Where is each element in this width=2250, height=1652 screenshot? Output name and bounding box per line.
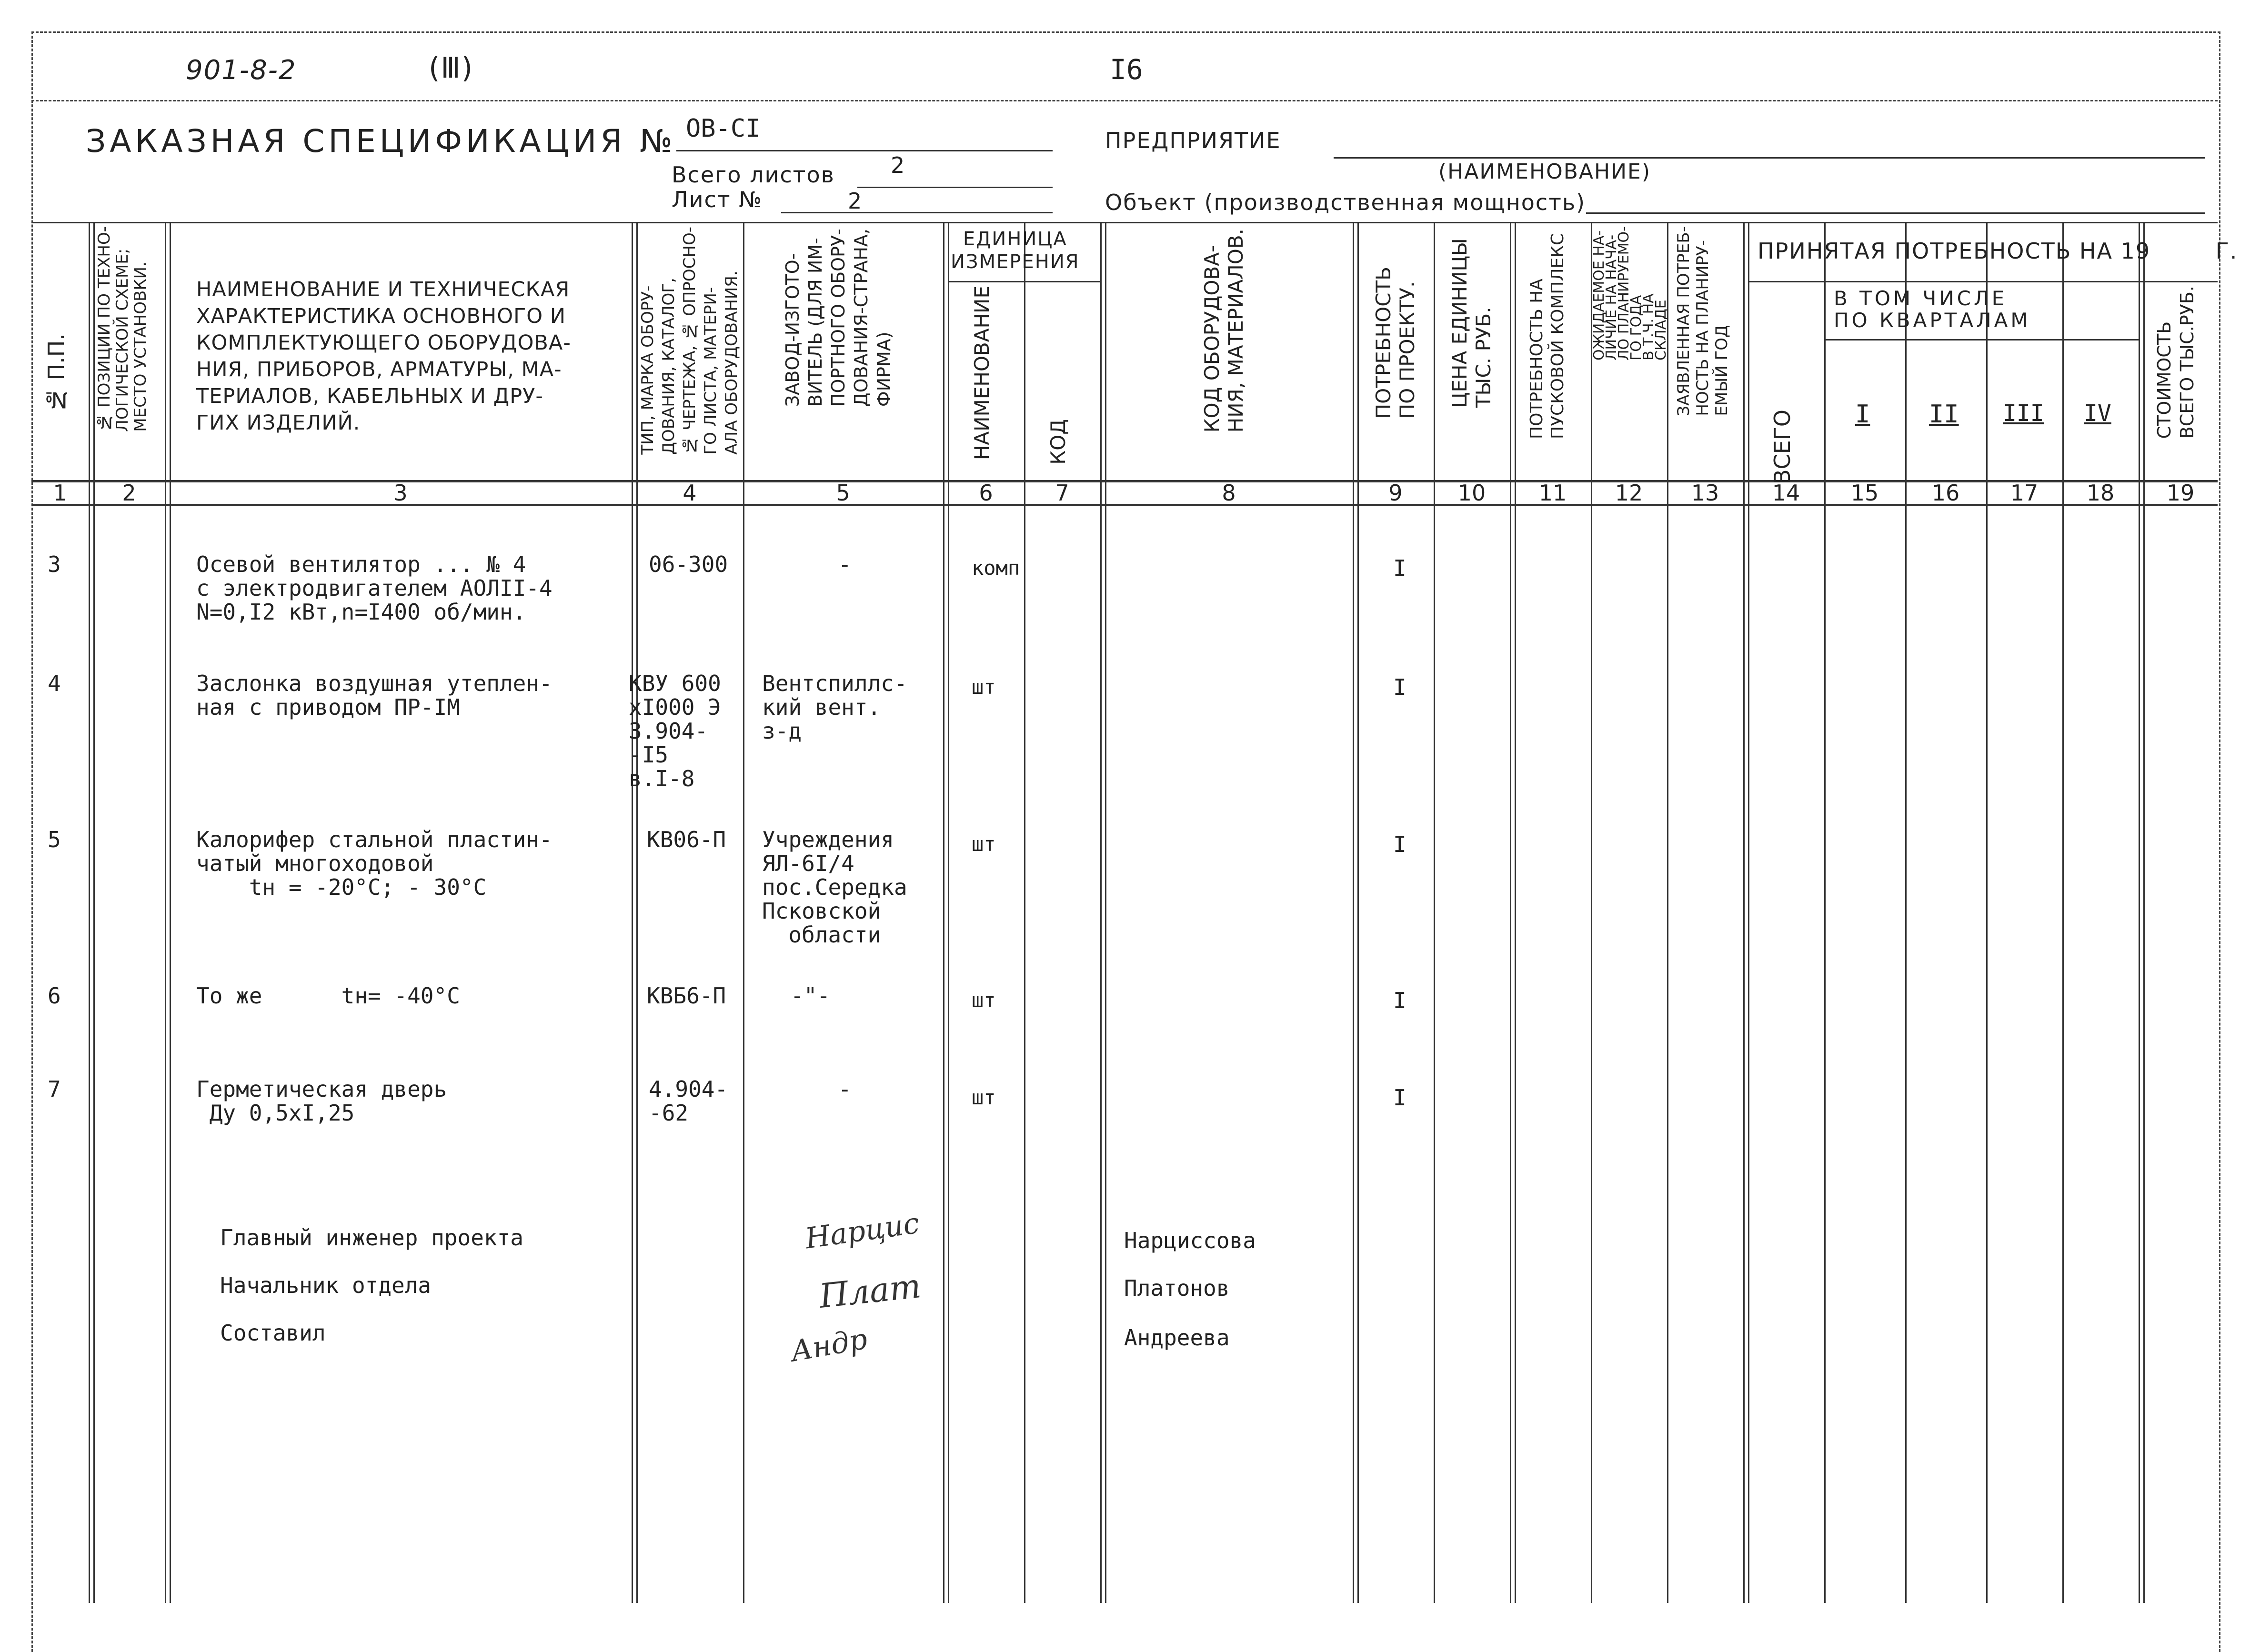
accepted-year-suffix: Г. bbox=[2215, 238, 2238, 264]
colnum-3: 3 bbox=[393, 480, 408, 506]
colnum-11: 11 bbox=[1538, 480, 1567, 506]
col-19-header: СТОИМОСТЬ ВСЕГО ТЫС.РУБ. bbox=[2154, 286, 2198, 439]
signature-2: Плат bbox=[817, 1266, 923, 1316]
quarters-group-header: В ТОМ ЧИСЛЕ ПО КВАРТАЛАМ bbox=[1834, 287, 2031, 332]
colnum-4: 4 bbox=[683, 480, 697, 506]
col-4-header: ТИП, МАРКА ОБОРУ- ДОВАНИЯ, КАТАЛОГ, № ЧЕРТЕЖА, № ОПРОСНО- ГО ЛИСТА, МАТЕРИ- АЛА ОБОРУДОВАНИЯ. bbox=[638, 227, 741, 455]
row-1-type: 06-300 bbox=[649, 551, 728, 577]
col-8-header: КОД ОБОРУДОВА- НИЯ, МАТЕРИАЛОВ. bbox=[1200, 229, 1247, 433]
colnum-13: 13 bbox=[1691, 480, 1719, 506]
col-13-header: ЗАЯВЛЕННАЯ ПОТРЕБ- НОСТЬ НА ПЛАНИРУ- ЕМЫЙ ГОД bbox=[1674, 226, 1731, 416]
sign-name-3: Андреева bbox=[1124, 1325, 1230, 1351]
colnum-8: 8 bbox=[1222, 480, 1236, 506]
col-1-header: № П.П. bbox=[43, 333, 69, 413]
enterprise-caption: (НАИМЕНОВАНИЕ) bbox=[1438, 160, 1651, 184]
row-5-need: I bbox=[1393, 1085, 1406, 1111]
sign-role-3: Составил bbox=[220, 1320, 326, 1346]
row-2-need: I bbox=[1393, 674, 1406, 700]
colnum-1: 1 bbox=[53, 480, 67, 506]
sign-role-2: Начальник отдела bbox=[220, 1272, 432, 1298]
spec-number: ОВ-СI bbox=[686, 114, 761, 143]
row-5-num: 7 bbox=[48, 1076, 61, 1102]
header-divider bbox=[31, 100, 2218, 101]
row-5-maker: - bbox=[838, 1076, 852, 1102]
colnum-19: 19 bbox=[2166, 480, 2195, 506]
row-2-num: 4 bbox=[48, 671, 61, 696]
sign-role-1: Главный инженер проекта bbox=[220, 1225, 523, 1251]
row-3-type: КВ06-П bbox=[647, 827, 726, 852]
colnum-6: 6 bbox=[979, 480, 993, 506]
colnum-18: 18 bbox=[2086, 480, 2115, 506]
col-15-header: I bbox=[1855, 400, 1870, 429]
col-5-header: ЗАВОД-ИЗГОТО- ВИТЕЛЬ (ДЛЯ ИМ- ПОРТНОГО ОБОРУ- ДОВАНИЯ-СТРАНА, ФИРМА) bbox=[782, 229, 894, 407]
col-16-header: II bbox=[1929, 400, 1959, 429]
col-17-header: III bbox=[2003, 400, 2044, 427]
row-4-num: 6 bbox=[48, 983, 61, 1009]
row-3-unit: шт bbox=[972, 832, 996, 856]
row-2-maker: Вентспиллс- кий вент. з-д bbox=[762, 671, 907, 744]
row-4-name: То же tн= -40°С bbox=[196, 983, 460, 1009]
row-2-name: Заслонка воздушная утеплен- ная с приводом ПР-IМ bbox=[196, 671, 552, 720]
total-sheets-value: 2 bbox=[891, 152, 906, 178]
row-2-unit: шт bbox=[972, 675, 996, 699]
page-number: I6 bbox=[1110, 53, 1143, 86]
col-2-header: № ПОЗИЦИИ ПО ТЕХНО- ЛОГИЧЕСКОЙ СХЕМЕ; МЕСТО УСТАНОВКИ. bbox=[95, 226, 150, 432]
colnum-2: 2 bbox=[122, 480, 136, 506]
col-6-header: НАИМЕНОВАНИЕ bbox=[970, 286, 994, 461]
col-3-header: НАИМЕНОВАНИЕ И ТЕХНИЧЕСКАЯ ХАРАКТЕРИСТИКА ОСНОВНОГО И КОМПЛЕКТУЮЩЕГО ОБОРУДОВА- НИЯ, ПРИБОРОВ, АРМАТУРЫ, МА- ТЕРИАЛОВ, КАБЕЛЬНЫХ И ДРУ- ГИХ ИЗДЕЛИЙ. bbox=[196, 278, 571, 435]
accepted-group-label: ПРИНЯТАЯ ПОТРЕБНОСТЬ НА 19 bbox=[1758, 238, 2151, 264]
signature-1: Нарцис bbox=[803, 1206, 922, 1256]
enterprise-label: ПРЕДПРИЯТИЕ bbox=[1105, 128, 1281, 153]
row-5-type: 4.904- -62 bbox=[649, 1076, 728, 1126]
row-1-unit: комп bbox=[972, 556, 1020, 580]
object-label: Объект (производственная мощность) bbox=[1105, 190, 1586, 215]
volume-mark: (Ⅲ) bbox=[429, 51, 474, 85]
signature-3: Андр bbox=[788, 1322, 870, 1369]
spec-title: ЗАКАЗНАЯ СПЕЦИФИКАЦИЯ № bbox=[86, 123, 676, 160]
sheet-label: Лист № bbox=[672, 187, 763, 212]
row-5-name: Герметическая дверь Ду 0,5хI,25 bbox=[196, 1076, 447, 1126]
colnum-17: 17 bbox=[2010, 480, 2039, 506]
colnum-14: 14 bbox=[1772, 480, 1800, 506]
row-1-maker: - bbox=[838, 551, 852, 577]
colnum-12: 12 bbox=[1615, 480, 1643, 506]
row-1-num: 3 bbox=[48, 551, 61, 577]
table-top-border bbox=[31, 222, 2218, 223]
col-9-header: ПОТРЕБНОСТЬ ПО ПРОЕКТУ. bbox=[1372, 267, 1419, 419]
col-11-header: ПОТРЕБНОСТЬ НА ПУСКОВОЙ КОМПЛЕКС bbox=[1527, 233, 1567, 439]
total-sheets-label: Всего листов bbox=[672, 162, 835, 188]
row-4-need: I bbox=[1393, 988, 1406, 1013]
row-1-need: I bbox=[1393, 555, 1406, 581]
col-7-header: КОД bbox=[1046, 419, 1070, 465]
sheet-value: 2 bbox=[848, 188, 863, 214]
row-4-unit: шт bbox=[972, 989, 996, 1012]
accepted-group-header bbox=[1758, 238, 2238, 264]
row-1-name: Осевой вентилятор ... № 4 с электродвигателем АОЛII-4 N=0,I2 кВт,n=I400 об/мин. bbox=[196, 551, 552, 625]
col-18-header: IV bbox=[2084, 400, 2111, 427]
row-4-maker: -"- bbox=[791, 983, 831, 1009]
row-3-name: Калорифер стальной пластин- чатый многоходовой tн = -20°С; - 30°С bbox=[196, 827, 552, 900]
colnum-16: 16 bbox=[1931, 480, 1960, 506]
sign-name-1: Нарциссова bbox=[1124, 1228, 1256, 1253]
col-14-header: ВСЕГО bbox=[1769, 410, 1795, 485]
row-3-maker: Учреждения ЯЛ-6I/4 пос.Середка Псковской области bbox=[762, 827, 907, 948]
colnum-9: 9 bbox=[1388, 480, 1403, 506]
colnum-10: 10 bbox=[1457, 480, 1486, 506]
colnum-7: 7 bbox=[1055, 480, 1069, 506]
colnum-15: 15 bbox=[1850, 480, 1879, 506]
sign-name-2: Платонов bbox=[1124, 1275, 1230, 1301]
row-4-type: КВБ6-П bbox=[647, 983, 726, 1009]
row-3-num: 5 bbox=[48, 827, 61, 852]
row-2-type: КВУ 600 xI000 Э 3.904- -I5 в.I-8 bbox=[629, 671, 721, 791]
unit-group-header: ЕДИНИЦА ИЗМЕРЕНИЯ bbox=[951, 228, 1080, 273]
row-3-need: I bbox=[1393, 831, 1406, 857]
doc-code: 901-8-2 bbox=[186, 55, 297, 86]
colnum-5: 5 bbox=[836, 480, 850, 506]
col-10-header: ЦЕНА ЕДИНИЦЫ ТЫС. РУБ. bbox=[1448, 238, 1495, 408]
row-5-unit: шт bbox=[972, 1086, 996, 1109]
col-12-header: ОЖИДАЕМОЕ НА- ЛИЧИЕ НА НАЧА- ЛО ПЛАНИРУЕМО- ГО ГОДА В Т.Ч. НА СКЛАДЕ bbox=[1591, 226, 1669, 360]
